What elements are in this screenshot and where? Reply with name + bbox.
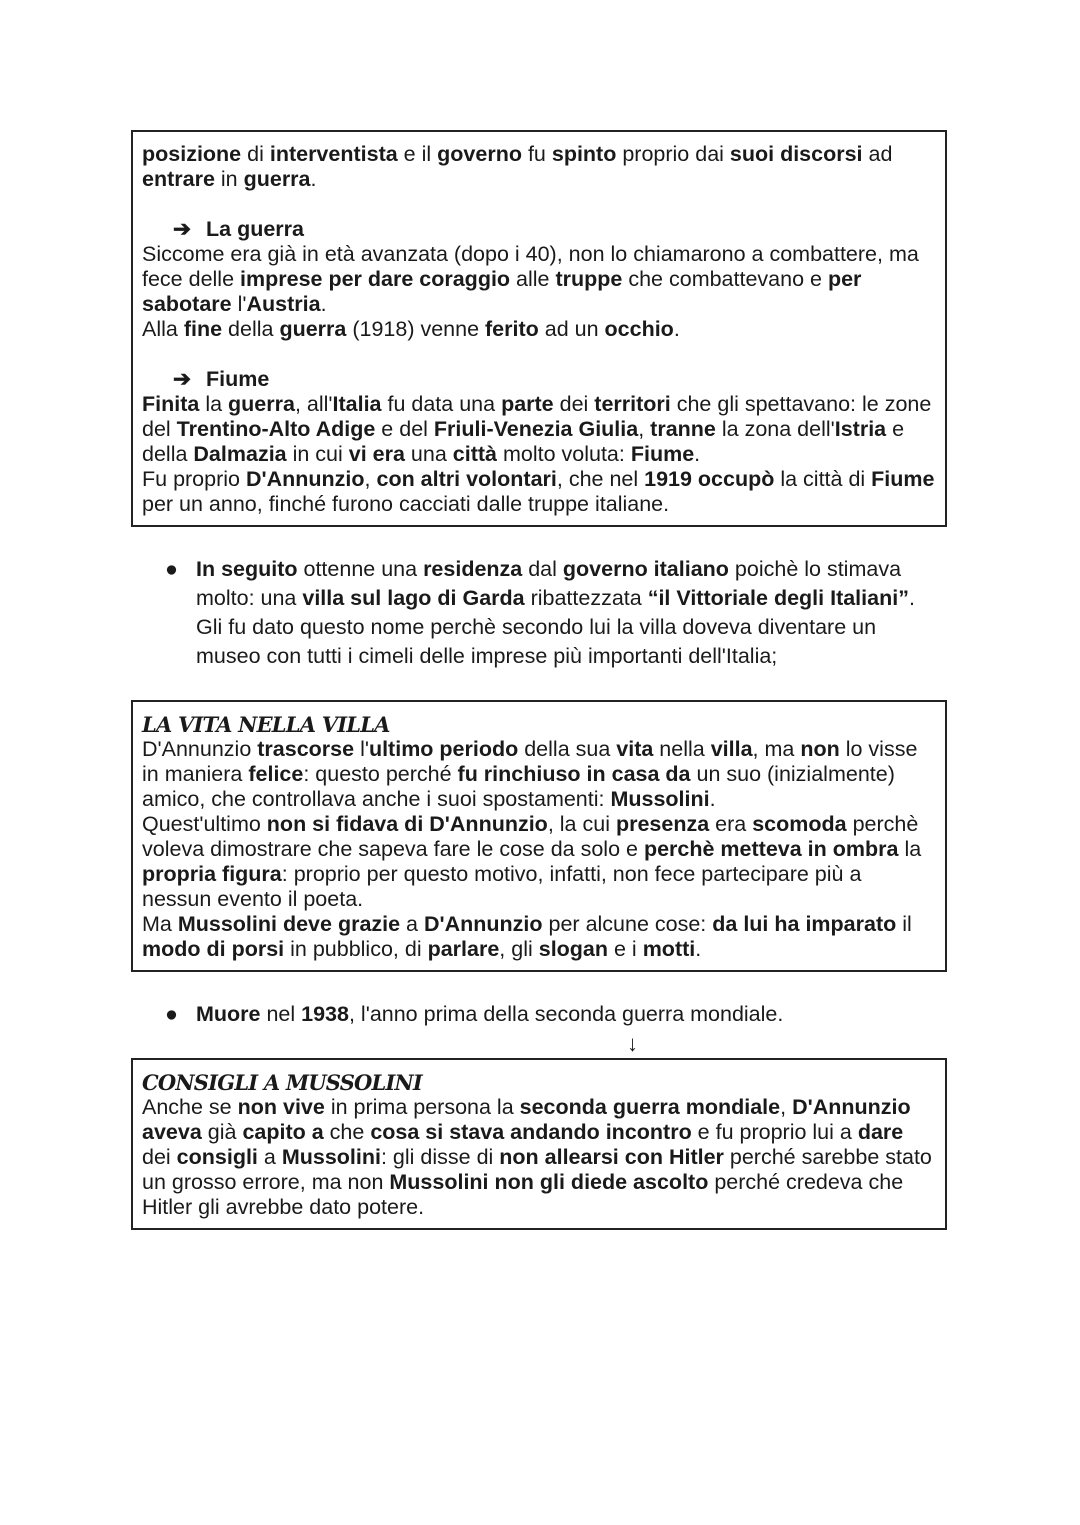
- text-run: della: [222, 317, 280, 341]
- text-run: .: [310, 167, 317, 191]
- bold-text: governo: [437, 142, 522, 166]
- text-run: .: [320, 292, 327, 316]
- bold-text: fu rinchiuso in casa da: [457, 762, 691, 786]
- text-run: , che nel: [556, 467, 645, 491]
- bold-text: Dalmazia: [193, 442, 287, 466]
- text-run: perché credeva che Hitler gli avrebbe dato potere.: [142, 1170, 904, 1219]
- text-run: , gli: [499, 937, 539, 961]
- text-run: la zona dell': [715, 417, 835, 441]
- text-run: Quest'ultimo: [142, 812, 267, 836]
- text-run: , all': [294, 392, 333, 416]
- down-arrow-icon: ↓: [627, 1031, 638, 1056]
- bold-text: seconda guerra mondiale: [519, 1095, 781, 1119]
- bold-text: perchè metteva in ombra: [643, 837, 899, 861]
- subheading-label: La guerra: [206, 217, 304, 241]
- bold-text: Austria: [246, 292, 321, 316]
- bold-text: spinto: [551, 142, 617, 166]
- section-box-consigli: [131, 1058, 947, 1230]
- bullet-dot-icon: ●: [165, 557, 178, 581]
- paragraph-mussolini-imparato: [142, 912, 936, 962]
- text-run: la: [199, 392, 229, 416]
- text-run: Anche se: [142, 1095, 238, 1119]
- bold-text: consigli: [176, 1145, 258, 1169]
- text-run: Alla: [142, 317, 184, 341]
- bold-text: Trentino-Alto Adige: [176, 417, 376, 441]
- text-run: .: [673, 317, 680, 341]
- paragraph-fiume-occupazione: [142, 467, 936, 517]
- bold-text: non si fidava di D'Annunzio: [266, 812, 548, 836]
- bold-text: territori: [594, 392, 671, 416]
- bold-text: vita: [616, 737, 654, 761]
- bold-text: 1938: [301, 1002, 349, 1026]
- text-run: , la cui: [547, 812, 616, 836]
- bullet-item-residenza: [165, 555, 945, 671]
- bullet-dot-icon: ●: [165, 1002, 178, 1026]
- bold-text: slogan: [538, 937, 609, 961]
- text-run: e fu proprio lui a: [691, 1120, 858, 1144]
- bold-text: truppe: [555, 267, 623, 291]
- right-arrow-icon: ➔: [173, 367, 192, 391]
- text-run: , ma: [752, 737, 801, 761]
- text-run: già: [201, 1120, 243, 1144]
- text-run: dei: [553, 392, 595, 416]
- text-run: ribattezzata: [524, 586, 648, 610]
- text-run: a: [400, 912, 424, 936]
- text-run: Ma: [142, 912, 178, 936]
- bold-text: trascorse: [257, 737, 355, 761]
- section-heading: LA VITA NELLA VILLA: [142, 712, 390, 737]
- bold-text: ultimo periodo: [368, 737, 519, 761]
- bold-text: ferito: [485, 317, 539, 341]
- bold-text: dare: [857, 1120, 904, 1144]
- text-run: una: [404, 442, 453, 466]
- text-run: e i: [608, 937, 643, 961]
- bold-text: non vive: [237, 1095, 325, 1119]
- text-run: ad: [862, 142, 893, 166]
- bold-text: Mussolini: [281, 1145, 381, 1169]
- bold-text: “il Vittoriale degli Italiani”: [647, 586, 909, 610]
- bold-text: parlare: [427, 937, 500, 961]
- text-run: in cui: [286, 442, 349, 466]
- bold-text: da lui ha imparato: [712, 912, 897, 936]
- bold-text: guerra: [279, 317, 347, 341]
- section-heading: CONSIGLI A MUSSOLINI: [142, 1070, 422, 1095]
- bold-text: D'Annunzio aveva: [142, 1095, 911, 1144]
- bold-text: guerra: [228, 392, 295, 416]
- paragraph-guerra-imprese: [142, 242, 936, 317]
- text-run: un suo (inizialmente) amico, che controllava anche i suoi spostamenti:: [142, 762, 895, 811]
- bold-text: Friuli-Venezia Giulia: [433, 417, 639, 441]
- text-run: dei: [142, 1145, 177, 1169]
- bold-text: D'Annunzio: [245, 467, 365, 491]
- text-run: ad un: [538, 317, 605, 341]
- bold-text: cosa si stava andando incontro: [370, 1120, 692, 1144]
- bold-text: 1919 occupò: [644, 467, 775, 491]
- bold-text: Mussolini non gli diede ascolto: [389, 1170, 709, 1194]
- text-run: nella: [653, 737, 711, 761]
- text-run: poichè lo stimava molto: una: [196, 557, 902, 610]
- bold-text: Finita: [142, 392, 200, 416]
- text-run: in prima persona la: [324, 1095, 520, 1119]
- text-run: , l'anno prima della seconda guerra mondiale.: [348, 1002, 784, 1026]
- text-run: .: [709, 787, 716, 811]
- paragraph-mussolini-fiducia: [142, 812, 936, 912]
- text-run: D'Annunzio: [142, 737, 258, 761]
- text-run: perché sarebbe stato un grosso errore, ma non: [142, 1145, 932, 1194]
- text-run: .: [695, 937, 702, 961]
- text-run: fu: [521, 142, 552, 166]
- text-run: l': [354, 737, 369, 761]
- bold-text: residenza: [423, 557, 523, 581]
- section-box-vita-villa: [131, 700, 947, 972]
- subheading-fiume: [142, 367, 936, 392]
- bold-text: fine: [183, 317, 223, 341]
- text-run: e il: [397, 142, 438, 166]
- text-run: : proprio per questo motivo, infatti, non fece partecipare più a nessun evento il poeta.: [142, 862, 862, 911]
- bold-text: Mussolini: [610, 787, 710, 811]
- paragraph-vita-villa: [142, 737, 936, 812]
- bold-text: felice: [248, 762, 304, 786]
- text-run: che combattevano e: [622, 267, 828, 291]
- text-run: era: [709, 812, 753, 836]
- bullet-item-morte: [165, 1000, 945, 1029]
- text-run: di: [241, 142, 270, 166]
- text-run: ,: [364, 467, 377, 491]
- bold-text: presenza: [615, 812, 710, 836]
- bold-text: imprese per dare coraggio: [240, 267, 511, 291]
- bold-text: Fiume: [871, 467, 935, 491]
- bold-text: entrare: [142, 167, 215, 191]
- text-run: : questo perché: [303, 762, 458, 786]
- bold-text: propria figura: [142, 862, 282, 886]
- bold-text: Italia: [332, 392, 382, 416]
- bold-text: In seguito: [196, 557, 298, 581]
- text-run: che: [323, 1120, 371, 1144]
- text-run: dal: [522, 557, 563, 581]
- text-run: ottenne una: [297, 557, 424, 581]
- right-arrow-icon: ➔: [173, 217, 192, 241]
- text-run: e della: [142, 417, 905, 466]
- text-run: a: [257, 1145, 282, 1169]
- text-run: (1918) venne: [346, 317, 486, 341]
- bold-text: vi era: [348, 442, 405, 466]
- text-run: fu data una: [381, 392, 502, 416]
- text-run: e del: [375, 417, 434, 441]
- bold-text: Muore: [196, 1002, 261, 1026]
- text-run: alle: [510, 267, 556, 291]
- bold-text: non: [800, 737, 840, 761]
- text-run: la: [898, 837, 922, 861]
- bold-text: Fiume: [630, 442, 695, 466]
- section-box-guerra-fiume: [131, 130, 947, 527]
- bold-text: per sabotare: [142, 267, 862, 316]
- bold-text: non allearsi con Hitler: [499, 1145, 724, 1169]
- text-run: nel: [260, 1002, 302, 1026]
- bullet-text: [196, 1000, 945, 1029]
- paragraph-interventista: [142, 142, 936, 192]
- text-run: ,: [780, 1095, 793, 1119]
- bold-text: Mussolini deve grazie: [177, 912, 401, 936]
- text-run: in: [214, 167, 244, 191]
- text-run: della sua: [518, 737, 617, 761]
- bold-text: governo italiano: [562, 557, 729, 581]
- text-run: : gli disse di: [380, 1145, 500, 1169]
- text-run: la città di: [774, 467, 872, 491]
- bold-text: guerra: [243, 167, 311, 191]
- text-run: lo visse in maniera: [142, 737, 918, 786]
- text-run: Fu proprio: [142, 467, 246, 491]
- bold-text: villa sul lago di Garda: [302, 586, 525, 610]
- text-run: il: [896, 912, 912, 936]
- bullet-text: [196, 555, 945, 671]
- bold-text: modo di porsi: [142, 937, 285, 961]
- paragraph-consigli: [142, 1095, 936, 1220]
- bold-text: capito a: [242, 1120, 324, 1144]
- paragraph-fiume-territori: [142, 392, 936, 467]
- text-run: . Gli fu dato questo nome perchè secondo lui la villa doveva diventare un museo con tutti i cimeli delle imprese più importanti dell'Italia;: [196, 586, 915, 668]
- bold-text: con altri volontari: [376, 467, 557, 491]
- subheading-label: Fiume: [206, 367, 270, 391]
- bold-text: interventista: [269, 142, 398, 166]
- text-run: molto voluta:: [497, 442, 631, 466]
- text-run: ,: [638, 417, 651, 441]
- text-run: che gli spettavano: le zone del: [142, 392, 932, 441]
- bold-text: scomoda: [752, 812, 847, 836]
- text-run: Siccome era già in età avanzata (dopo i 40), non lo chiamarono a combattere, ma fece delle: [142, 242, 919, 291]
- text-run: proprio dai: [616, 142, 730, 166]
- bold-text: città: [452, 442, 497, 466]
- bold-text: tranne: [650, 417, 716, 441]
- bold-text: villa: [710, 737, 753, 761]
- bold-text: motti: [642, 937, 696, 961]
- bold-text: suoi discorsi: [729, 142, 863, 166]
- bold-text: D'Annunzio: [423, 912, 543, 936]
- paragraph-guerra-ferito: [142, 317, 936, 342]
- bold-text: posizione: [142, 142, 242, 166]
- text-run: l': [231, 292, 247, 316]
- text-run: per alcune cose:: [542, 912, 713, 936]
- bold-text: occhio: [604, 317, 674, 341]
- text-run: .: [694, 442, 701, 466]
- text-run: in pubblico, di: [284, 937, 428, 961]
- text-run: perchè voleva dimostrare che sapeva fare le cose da solo e: [142, 812, 919, 861]
- bold-text: Istria: [834, 417, 887, 441]
- bold-text: parte: [501, 392, 554, 416]
- text-run: per un anno, finché furono cacciati dalle truppe italiane.: [142, 492, 670, 516]
- subheading-la-guerra: [142, 217, 936, 242]
